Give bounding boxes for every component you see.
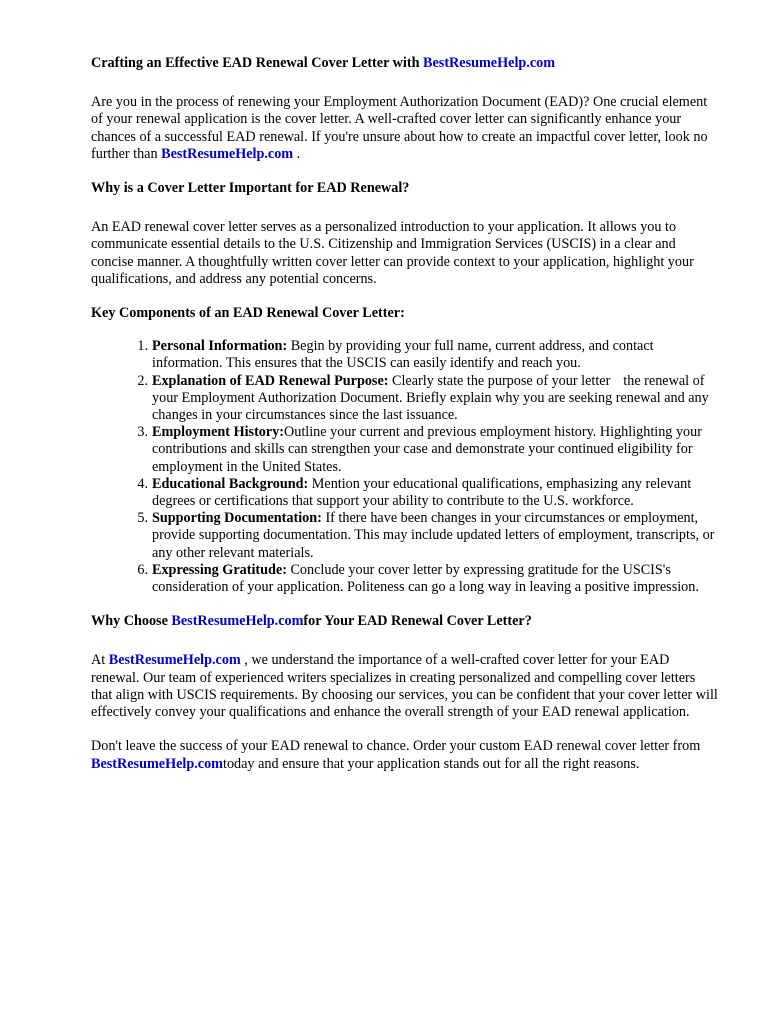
paragraph-why-choose-suffix: , we understand the importance of a well-crafted cover letter for your EAD renewal. Our team of experienced writers specializes in creating personalized and compelling cover letters that align with USCIS requirements. By choosing our services, you can be confident that your cover letter will effectively convey your qualifications and enhance the overall strength of your EAD renewal application. (91, 652, 718, 721)
closing-paragraph-prefix: Don't leave the success of your EAD renewal to chance. Order your custom EAD renewal cover letter from (91, 738, 701, 755)
list-item-body: Outline your current and previous employment history. Highlighting your contributions and skills can strengthen your case and demonstrate your continued eligibility for employment in the United States. (152, 424, 702, 475)
brand-link-why-choose-body[interactable]: BestResumeHelp.com (108, 652, 241, 669)
heading-why-choose-suffix: for Your EAD Renewal Cover Letter? (303, 613, 532, 630)
intro-paragraph-tail: . (293, 145, 301, 162)
intro-paragraph (91, 94, 719, 163)
paragraph-why-choose (91, 652, 719, 721)
spacer (91, 596, 719, 613)
list-item (131, 562, 719, 596)
paragraph-why-choose-prefix: At (91, 652, 109, 669)
heading-key-components: Key Components of an EAD Renewal Cover Letter: (91, 305, 405, 322)
list-item-term: Expressing Gratitude: (152, 561, 287, 578)
list-item (131, 476, 719, 510)
brand-link-title[interactable]: BestResumeHelp.com (423, 55, 556, 71)
document-body (91, 55, 719, 773)
list-item-term: Educational Background: (152, 475, 309, 492)
list-item-body-after-gap: the renewal of your Employment Authorization Document. Briefly explain why you are seeking renewal and any changes in your circumstances since the last issuance. (152, 372, 709, 424)
brand-link-closing[interactable]: BestResumeHelp.com (91, 755, 223, 772)
list-item-body: If there have been changes in your circumstances or employment, provide supporting documentation. This may include updated letters of employment, transcripts, or any other relevant materials. (152, 510, 715, 561)
spacer (91, 721, 719, 738)
list-item (131, 510, 719, 562)
closing-paragraph (91, 738, 719, 772)
spacer (91, 197, 719, 219)
list-item-term: Employment History: (152, 424, 285, 441)
list-item-term: Supporting Documentation: (152, 510, 322, 527)
list-item-term: Explanation of EAD Renewal Purpose: (152, 372, 389, 389)
closing-paragraph-suffix: today and ensure that your application stands out for all the right reasons. (223, 755, 640, 772)
list-item (131, 373, 719, 425)
paragraph-why-important: An EAD renewal cover letter serves as a personalized introduction to your application. It allows you to communicate essential details to the U.S. Citizenship and Immigration Services (USCIS) in a clear and concise manner. A thoughtfully written cover letter can provide context to your application, highlight your qualifications, and address any potential concerns. (91, 219, 694, 287)
list-item (131, 424, 719, 476)
intro-paragraph-text: Are you in the process of renewing your Employment Authorization Document (EAD)? One crucial element of your renewal application is the cover letter. A well-crafted cover letter can significantly enhance your chances of a successful EAD renewal. If you're unsure about how to create an impactful cover letter, look no further than (91, 94, 708, 162)
page-title-text: Crafting an Effective EAD Renewal Cover Letter with (91, 55, 424, 71)
list-item-body: Mention your educational qualifications, emphasizing any relevant degrees or certifications that support your ability to contribute to the U.S. workforce. (152, 475, 692, 510)
list-item-body: Conclude your cover letter by expressing gratitude for the USCIS's consideration of your application. Politeness can go a long way in leaving a positive impression. (152, 561, 699, 596)
spacer (91, 163, 719, 180)
heading-why-choose (91, 613, 719, 630)
page-title (91, 55, 719, 72)
brand-link-why-choose[interactable]: BestResumeHelp.com (171, 613, 304, 630)
list-item-body: Begin by providing your full name, current address, and contact information. This ensures that the USCIS can easily identify and reach you. (152, 338, 654, 372)
brand-link-intro[interactable]: BestResumeHelp.com (161, 145, 294, 162)
spacer (91, 322, 719, 338)
list-item (131, 338, 719, 372)
heading-why-important: Why is a Cover Letter Important for EAD Renewal? (91, 180, 410, 197)
key-components-list (91, 338, 719, 596)
spacer (91, 72, 719, 94)
heading-why-choose-prefix: Why Choose (91, 613, 172, 630)
spacer (91, 288, 719, 305)
list-item-term: Personal Information: (152, 338, 288, 355)
list-item-body-before-gap: Clearly state the purpose of your letter (392, 372, 611, 389)
spacer (91, 630, 719, 652)
